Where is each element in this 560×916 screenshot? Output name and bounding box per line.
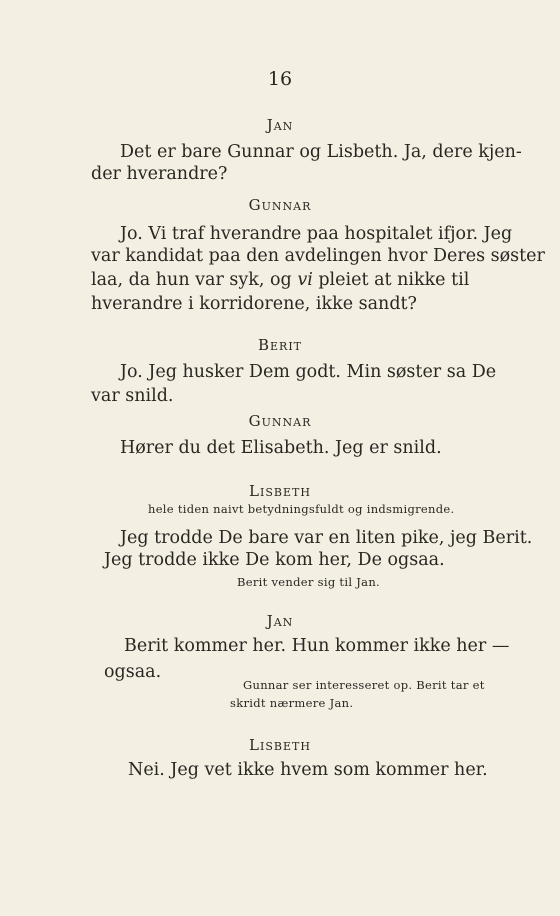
speaker-name: Lisbeth [249, 736, 311, 754]
dialogue-text: laa, da hun var syk, og [91, 270, 298, 290]
dialogue-line: var snild. [91, 386, 174, 406]
dialogue-line: Nei. Jeg vet ikke hvem som kommer her. [128, 760, 488, 780]
dialogue-line: der hverandre? [91, 164, 228, 184]
dialogue-line: Det er bare Gunnar og Lisbeth. Ja, dere kjen- [120, 142, 522, 162]
dialogue-line: Jeg trodde ikke De kom her, De ogsaa. [104, 550, 445, 570]
dialogue-line: Jo. Vi traf hverandre paa hospitalet ifjor. Jeg [120, 224, 513, 244]
speaker-name: Gunnar [248, 412, 312, 430]
dialogue-line: hverandre i korridorene, ikke sandt? [91, 294, 417, 314]
speaker-name: Gunnar [248, 196, 312, 214]
speaker-name: Lisbeth [249, 482, 311, 500]
dialogue-text: pleiet at nikke til [312, 270, 470, 290]
dialogue-line: Jeg trodde De bare var en liten pike, jeg Berit. [120, 528, 533, 548]
stage-direction: Gunnar ser interesseret op. Berit tar et [243, 678, 485, 692]
dialogue-line: ogsaa. [104, 662, 162, 682]
dialogue-line: Jo. Jeg husker Dem godt. Min søster sa De [120, 362, 497, 382]
stage-direction: skridt nærmere Jan. [230, 696, 354, 710]
emphasized-word: vi [297, 270, 313, 290]
speaker-name: Jan [266, 116, 294, 134]
dialogue-line: Hører du det Elisabeth. Jeg er snild. [120, 438, 442, 458]
stage-direction: Berit vender sig til Jan. [237, 575, 380, 589]
page-number: 16 [267, 68, 293, 90]
speaker-name: Berit [257, 336, 303, 354]
dialogue-line: var kandidat paa den avdelingen hvor Deres søster [91, 246, 545, 266]
dialogue-line [91, 272, 469, 290]
stage-direction: hele tiden naivt betydningsfuldt og indsmigrende. [148, 502, 455, 516]
dialogue-line: Berit kommer her. Hun kommer ikke her — [124, 636, 510, 656]
speaker-name: Jan [266, 612, 294, 630]
